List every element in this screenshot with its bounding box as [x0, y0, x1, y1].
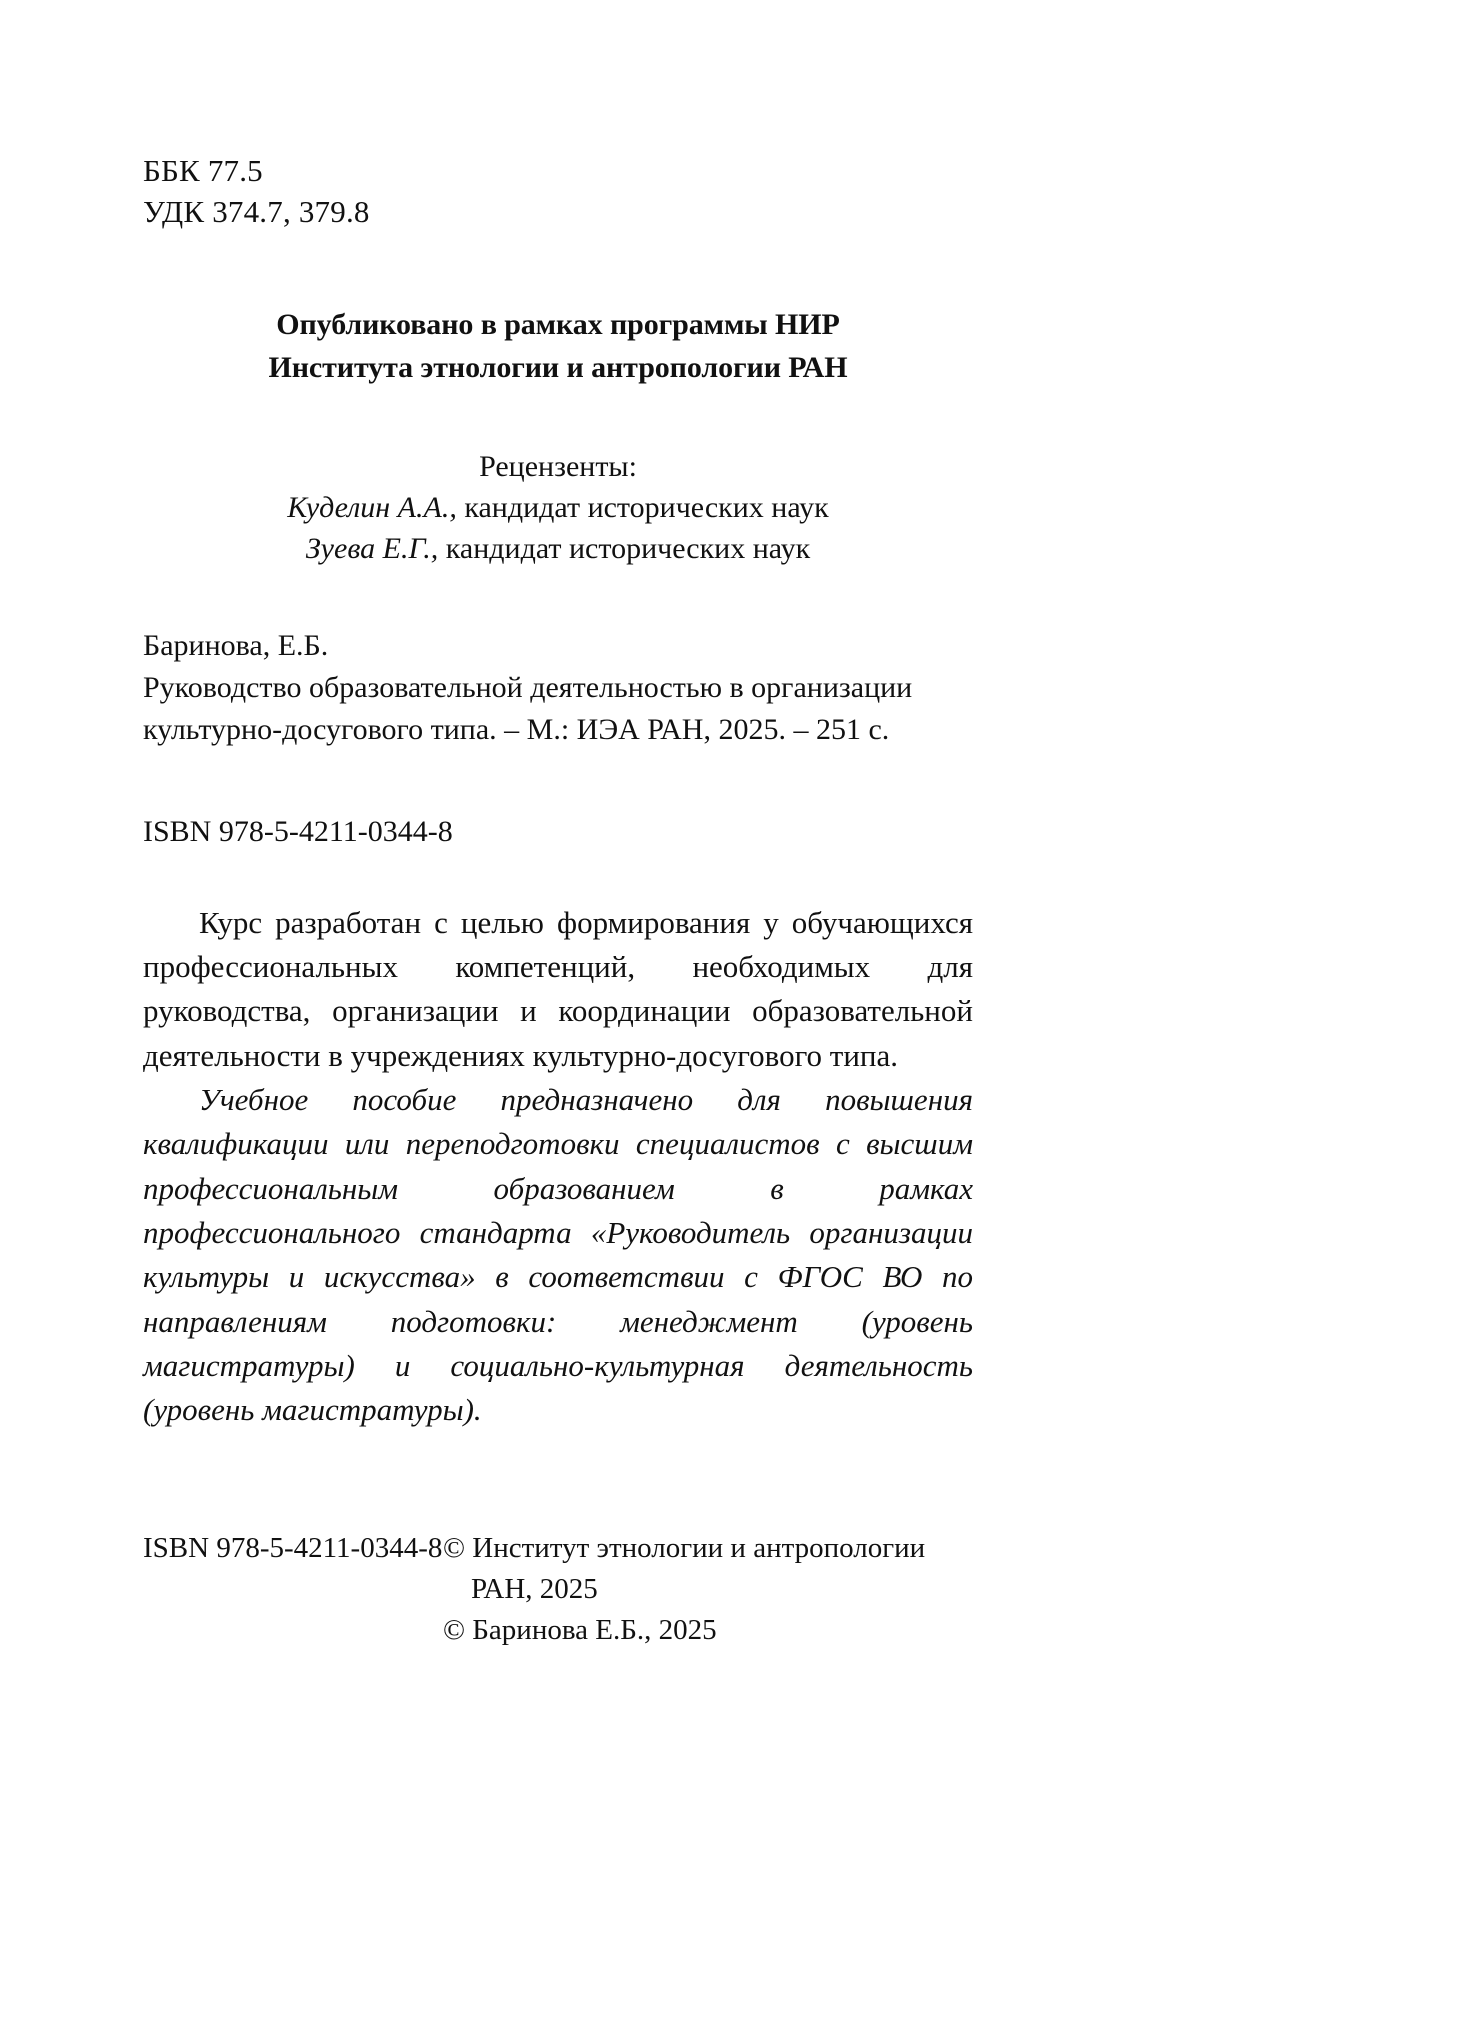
biblio-title-line-1: Руководство образовательной деятельностью в организации	[143, 670, 913, 704]
copyright-line-institute: © Институт этнологии и антропологии	[443, 1532, 926, 1564]
program-statement-line-1: Опубликовано в рамках программы НИР	[276, 308, 840, 342]
bbk-code: ББК 77.5	[143, 153, 263, 188]
copyright-lines	[443, 1528, 983, 1652]
classification-codes	[143, 150, 973, 232]
colophon-block	[143, 1528, 983, 1652]
program-statement	[143, 304, 973, 389]
reviewer-entry	[143, 528, 973, 569]
biblio-author: Баринова, Е.Б.	[143, 628, 329, 662]
copyright-line-institute-cont: РАН, 2025	[471, 1573, 598, 1606]
reviewer-name: Зуева Е.Г.,	[305, 532, 439, 566]
annotation-paragraph-italic: Учебное пособие предназначено для повышения квалификации или переподготовки специалистов с высшим профессиональным образованием в рамках профессионального стандарта «Руководитель организации культуры и искусства» в соответствии с ФГОС ВО по направлениям подготовки: менеджмент (уровень магистратуры) и социально-культурная деятельность (уровень магистратуры).	[143, 1082, 973, 1428]
biblio-imprint-line: культурно-досугового типа. – М.: ИЭА РАН, 2025. – 251 с.	[143, 712, 890, 746]
reviewers-section	[143, 446, 973, 570]
isbn-footer: ISBN 978-5-4211-0344-8	[143, 1532, 443, 1564]
bibliographic-description	[143, 625, 973, 751]
annotation-paragraph-roman: Курс разработан с целью формирования у обучающихся профессиональных компетенций, необходимых для руководства, организации и координации образовательной деятельности в учреждениях культурно-досугового типа.	[143, 904, 973, 1073]
reviewers-heading: Рецензенты:	[479, 449, 637, 483]
program-statement-line-2: Института этнологии и антропологии РАН	[268, 351, 848, 385]
page-content	[143, 150, 973, 1433]
reviewer-degree: кандидат исторических наук	[456, 491, 829, 525]
reviewer-degree: кандидат исторических наук	[438, 532, 811, 566]
reviewer-entry	[143, 487, 973, 528]
isbn-main: ISBN 978-5-4211-0344-8	[143, 814, 453, 848]
reviewer-name: Куделин А.А.,	[287, 491, 457, 525]
copyright-line-author: © Баринова Е.Б., 2025	[443, 1614, 717, 1647]
annotation-block	[143, 901, 973, 1433]
udk-code: УДК 374.7, 379.8	[143, 194, 370, 230]
